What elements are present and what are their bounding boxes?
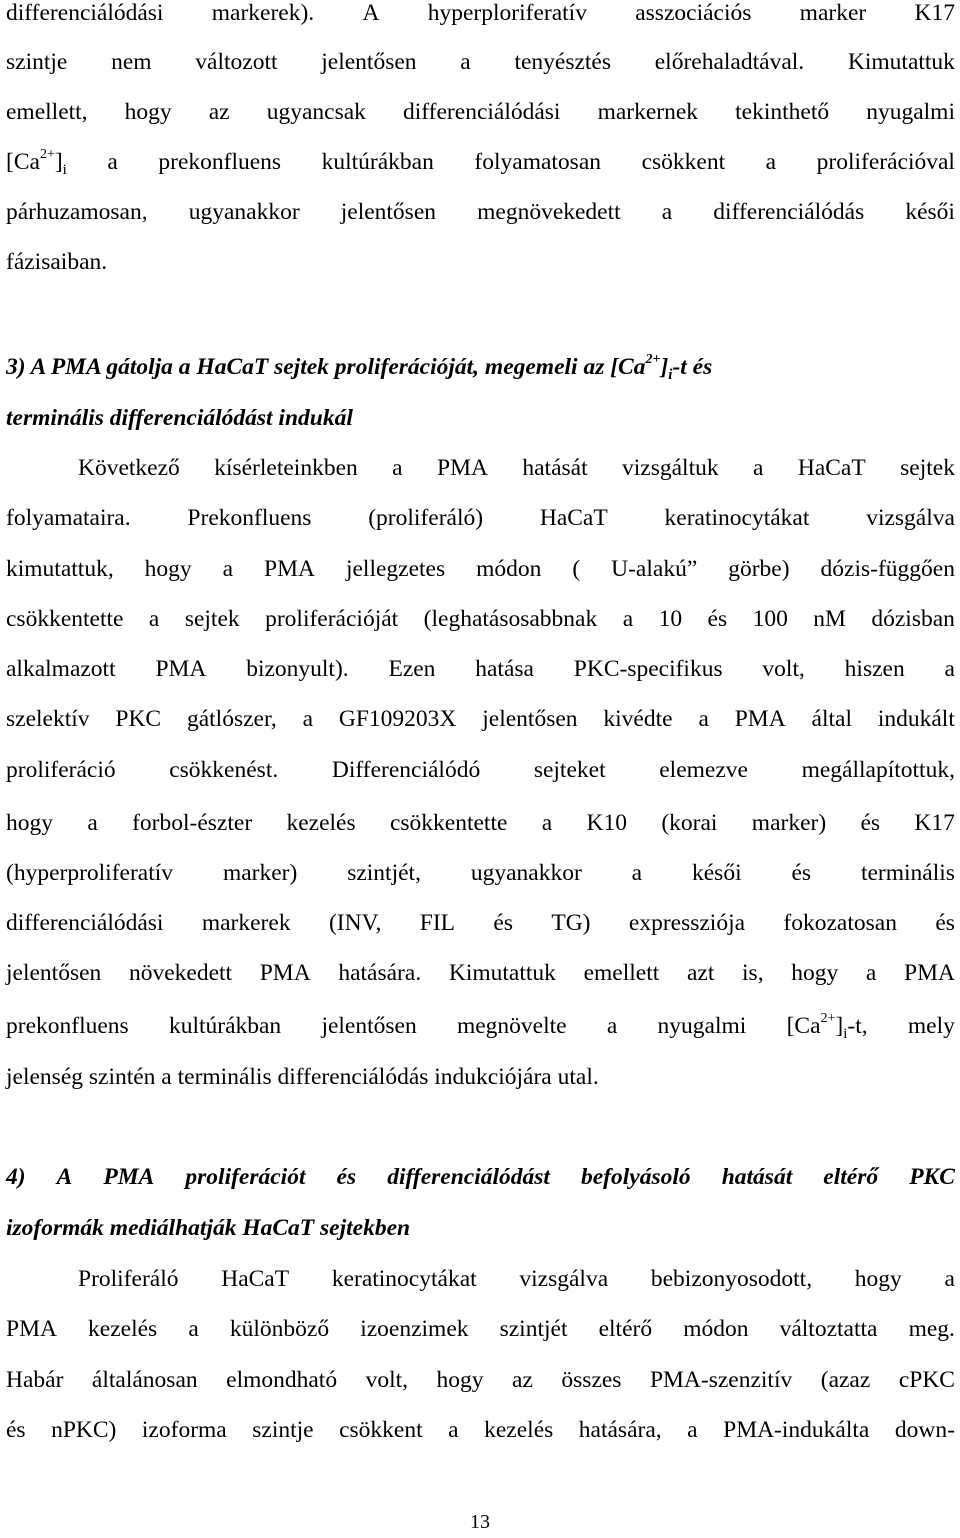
text-line xyxy=(78,450,955,486)
word: nyugalmi xyxy=(866,99,955,125)
word: PMA-indukálta xyxy=(723,1417,870,1443)
text-line xyxy=(6,500,955,536)
word: TG) xyxy=(551,910,591,936)
page-number: 13 xyxy=(470,1511,490,1533)
word: folyamatosan xyxy=(474,149,602,175)
word: expressziója xyxy=(628,910,746,936)
word: marker) xyxy=(751,810,827,836)
section-heading-cont: terminális differenciálódást indukál xyxy=(6,405,353,431)
word: hogy xyxy=(6,810,53,836)
word: nem xyxy=(111,49,152,75)
word: proliferációt xyxy=(185,1164,306,1190)
text-line xyxy=(6,144,955,180)
word: hogy xyxy=(854,1266,902,1292)
word: proliferáció xyxy=(6,757,116,783)
word: a xyxy=(392,455,403,481)
word: jelentősen xyxy=(482,706,578,732)
word: különböző xyxy=(229,1316,330,1342)
word: 10 xyxy=(658,606,683,632)
text-line xyxy=(6,855,955,891)
word: kultúrákban xyxy=(168,1013,282,1039)
word: ( xyxy=(572,556,581,582)
word: jelentősen xyxy=(321,1013,417,1039)
word: görbe) xyxy=(728,556,790,582)
word: markerek). xyxy=(211,0,315,26)
word: is, xyxy=(742,960,764,986)
word: PKC-specifikus xyxy=(573,656,723,682)
word: és xyxy=(707,606,728,632)
word: csökkenést. xyxy=(169,757,279,783)
word: a xyxy=(698,706,709,732)
word: bizonyult). xyxy=(246,656,349,682)
word: és xyxy=(860,810,881,836)
section-heading xyxy=(6,1159,955,1195)
text-line: fázisaiban. xyxy=(6,249,108,275)
word: párhuzamosan, xyxy=(6,199,148,225)
word: jellegzetes xyxy=(345,556,446,582)
word: hogy xyxy=(124,99,172,125)
word: Következő xyxy=(78,455,180,481)
word: PMA xyxy=(437,455,488,481)
word: indukált xyxy=(877,706,955,732)
text-line xyxy=(6,805,955,841)
word: csökkent xyxy=(641,149,726,175)
section-heading: 3) A PMA gátolja a HaCaT sejtek proliferációját, megemeli az $[Ca^{2+}]_i-t$ és xyxy=(6,352,713,383)
text-line xyxy=(6,601,955,637)
word: az xyxy=(208,99,230,125)
text-line xyxy=(78,1261,955,1297)
word: és xyxy=(791,860,812,886)
word: gátlószer, xyxy=(186,706,277,732)
word: szintjét, xyxy=(347,860,421,886)
word: PMA xyxy=(259,960,311,986)
word: szintje xyxy=(252,1417,314,1443)
word: a xyxy=(222,556,234,582)
word: változtatta xyxy=(779,1316,878,1342)
word: hatására, xyxy=(578,1417,662,1443)
word: meg. xyxy=(908,1316,955,1342)
word: izoforma xyxy=(141,1417,227,1443)
word: nyugalmi xyxy=(657,1013,747,1039)
word: PMA xyxy=(734,706,786,732)
text-line xyxy=(6,94,955,130)
text-line xyxy=(6,905,955,941)
word: a xyxy=(687,1417,698,1443)
word: hatását xyxy=(522,455,588,481)
word: a xyxy=(87,810,98,836)
word: nM xyxy=(813,606,846,632)
word: nPKC) xyxy=(51,1417,117,1443)
text-line xyxy=(6,955,955,991)
word: megnövelte xyxy=(456,1013,567,1039)
word: PMA xyxy=(904,960,955,986)
word: előrehaladtával. xyxy=(654,49,805,75)
word: megnövekedett xyxy=(477,199,621,225)
word: szintjét xyxy=(499,1316,568,1342)
word: (leghatásosabbnak xyxy=(423,606,598,632)
word: prekonfluens xyxy=(6,1013,129,1039)
word: befolyásoló xyxy=(581,1164,691,1190)
word: PMA xyxy=(103,1164,155,1190)
word: 100 xyxy=(752,606,788,632)
word: ugyancsak xyxy=(266,99,366,125)
word: markerek xyxy=(201,910,291,936)
word: hogy xyxy=(144,556,192,582)
word: Ezen xyxy=(388,656,436,682)
word: 4) xyxy=(6,1164,26,1190)
word: Proliferáló xyxy=(78,1266,179,1292)
word: tenyésztés xyxy=(514,49,612,75)
word: differenciálódási xyxy=(6,0,164,26)
word: Habár xyxy=(6,1367,64,1393)
word: általánosan xyxy=(91,1367,198,1393)
word: U-alakú” xyxy=(611,556,698,582)
word: kezelés xyxy=(286,810,356,836)
word: a xyxy=(148,606,160,632)
word: a xyxy=(460,49,471,75)
word: prekonfluens xyxy=(158,149,282,175)
word: a xyxy=(107,149,118,175)
word: által xyxy=(811,706,852,732)
word: változott xyxy=(195,49,278,75)
word: keratinocytákat xyxy=(331,1266,477,1292)
word: PMA-szenzitív xyxy=(649,1367,793,1393)
text-line: jelenség szintén a terminális differenciálódás indukciójára utal. xyxy=(6,1064,599,1090)
word: kivédte xyxy=(603,706,673,732)
word: eltérő xyxy=(598,1316,653,1342)
text-line xyxy=(6,194,955,230)
word: HaCaT xyxy=(797,455,866,481)
word: az xyxy=(512,1367,533,1393)
word: marker xyxy=(799,0,867,26)
text-line xyxy=(6,1311,955,1347)
word: és xyxy=(493,910,513,936)
text-line xyxy=(6,551,955,587)
word: a xyxy=(631,860,643,886)
word: emellett, xyxy=(6,99,88,125)
word: elemezve xyxy=(659,757,748,783)
word: ugyanakkor xyxy=(470,860,582,886)
word: alkalmazott xyxy=(6,656,116,682)
word: volt, xyxy=(365,1367,409,1393)
text-line xyxy=(6,44,955,80)
section-heading-cont: izoformák mediálhatják HaCaT sejtekben xyxy=(6,1215,411,1241)
word: a xyxy=(765,149,777,175)
word: down- xyxy=(894,1417,955,1443)
word: a xyxy=(753,455,764,481)
word: sejtek xyxy=(184,606,240,632)
word: és xyxy=(336,1164,357,1190)
text-line xyxy=(6,1362,955,1398)
word: Kimutattuk xyxy=(448,960,556,986)
word: módon xyxy=(683,1316,749,1342)
word: összes xyxy=(561,1367,622,1393)
word: szelektív xyxy=(6,706,90,732)
word: vizsgáltuk xyxy=(622,455,719,481)
word: a xyxy=(606,1013,618,1039)
word: kísérleteinkben xyxy=(214,455,358,481)
word: differenciálódási xyxy=(403,99,561,125)
word: késői xyxy=(905,199,955,225)
word: PKC xyxy=(909,1164,955,1190)
word: proliferációját xyxy=(265,606,399,632)
text-line xyxy=(6,1412,955,1448)
word: FIL xyxy=(419,910,456,936)
word: kezelés xyxy=(88,1316,158,1342)
word: és xyxy=(935,910,955,936)
word: módon xyxy=(476,556,542,582)
word: kultúrákban xyxy=(321,149,434,175)
text-line xyxy=(6,651,955,687)
word: Differenciálódó xyxy=(331,757,481,783)
word: csökkentette xyxy=(389,810,508,836)
word: PMA xyxy=(264,556,315,582)
word: keratinocytákat xyxy=(664,505,810,531)
word: azt xyxy=(686,960,715,986)
word: izoenzimek xyxy=(360,1316,469,1342)
word: A xyxy=(362,0,380,26)
word: folyamataira. xyxy=(6,505,131,531)
word: hatására. xyxy=(338,960,422,986)
word: bebizonyosodott, xyxy=(650,1266,813,1292)
word: (INV, xyxy=(328,910,382,936)
word: a xyxy=(448,1417,459,1443)
word: K17 xyxy=(914,810,955,836)
word: Kimutattuk xyxy=(847,49,955,75)
word: és xyxy=(6,1417,26,1443)
word: a xyxy=(944,656,955,682)
word: emellett xyxy=(583,960,660,986)
word: hatása xyxy=(475,656,534,682)
word: vizsgálva xyxy=(519,1266,609,1292)
word: fokozatosan xyxy=(783,910,897,936)
word: mely xyxy=(907,1013,955,1039)
ca-ion-term: $[Ca^{2+}]_i$ xyxy=(6,147,67,178)
word: (proliferáló) xyxy=(368,505,484,531)
word: volt, xyxy=(762,656,805,682)
word: (azaz xyxy=(820,1367,871,1393)
word: Prekonfluens xyxy=(187,505,312,531)
word: jelentősen xyxy=(321,49,417,75)
word: marker) xyxy=(222,860,298,886)
word: a xyxy=(622,606,634,632)
word: jelentősen xyxy=(6,960,102,986)
word: elmondható xyxy=(226,1367,338,1393)
word: késői xyxy=(692,860,742,886)
word: differenciálódási xyxy=(6,910,164,936)
text-line xyxy=(6,752,955,788)
word: HaCaT xyxy=(539,505,608,531)
word: kezelés xyxy=(484,1417,554,1443)
word: megállapítottuk, xyxy=(801,757,955,783)
word: csökkent xyxy=(339,1417,423,1443)
word: asszociációs xyxy=(635,0,752,26)
word: (korai xyxy=(661,810,718,836)
word: sejtek xyxy=(900,455,955,481)
word: PMA xyxy=(155,656,207,682)
word: differenciálódást xyxy=(387,1164,550,1190)
word: tekinthető xyxy=(735,99,830,125)
ca-ion-term: $[Ca^{2+}]_i-t$, xyxy=(786,1011,868,1042)
word: ugyanakkor xyxy=(188,199,300,225)
word: növekedett xyxy=(128,960,233,986)
word: differenciálódás xyxy=(713,199,865,225)
word: hogy xyxy=(436,1367,484,1393)
word: eltérő xyxy=(823,1164,879,1190)
word: hiszen xyxy=(844,656,905,682)
word: forbol-észter xyxy=(132,810,253,836)
word: csökkentette xyxy=(6,606,124,632)
word: jelentősen xyxy=(340,199,437,225)
text-line xyxy=(6,0,955,31)
word: proliferációval xyxy=(816,149,955,175)
word: terminális xyxy=(860,860,955,886)
word: a xyxy=(188,1316,199,1342)
word: K17 xyxy=(914,0,955,26)
word: PKC xyxy=(115,706,162,732)
text-line xyxy=(6,1008,955,1044)
word: szintje xyxy=(6,49,68,75)
word: a xyxy=(302,706,314,732)
word: dózisban xyxy=(871,606,955,632)
word: cPKC xyxy=(898,1367,955,1393)
word: A xyxy=(56,1164,73,1190)
word: dózis-függően xyxy=(820,556,955,582)
word: vizsgálva xyxy=(866,505,955,531)
word: a xyxy=(541,810,553,836)
word: a xyxy=(944,1266,955,1292)
word: hogy xyxy=(791,960,839,986)
word: a xyxy=(661,199,673,225)
word: GF109203X xyxy=(338,706,457,732)
word: a xyxy=(865,960,877,986)
word: markernek xyxy=(597,99,699,125)
word: kimutattuk, xyxy=(6,556,114,582)
word: K10 xyxy=(586,810,628,836)
word: hyperploriferatív xyxy=(427,0,587,26)
word: HaCaT xyxy=(221,1266,290,1292)
word: hatását xyxy=(721,1164,793,1190)
word: (hyperproliferatív xyxy=(6,860,174,886)
text-line xyxy=(6,701,955,737)
word: sejteket xyxy=(533,757,606,783)
word: PMA xyxy=(6,1316,57,1342)
